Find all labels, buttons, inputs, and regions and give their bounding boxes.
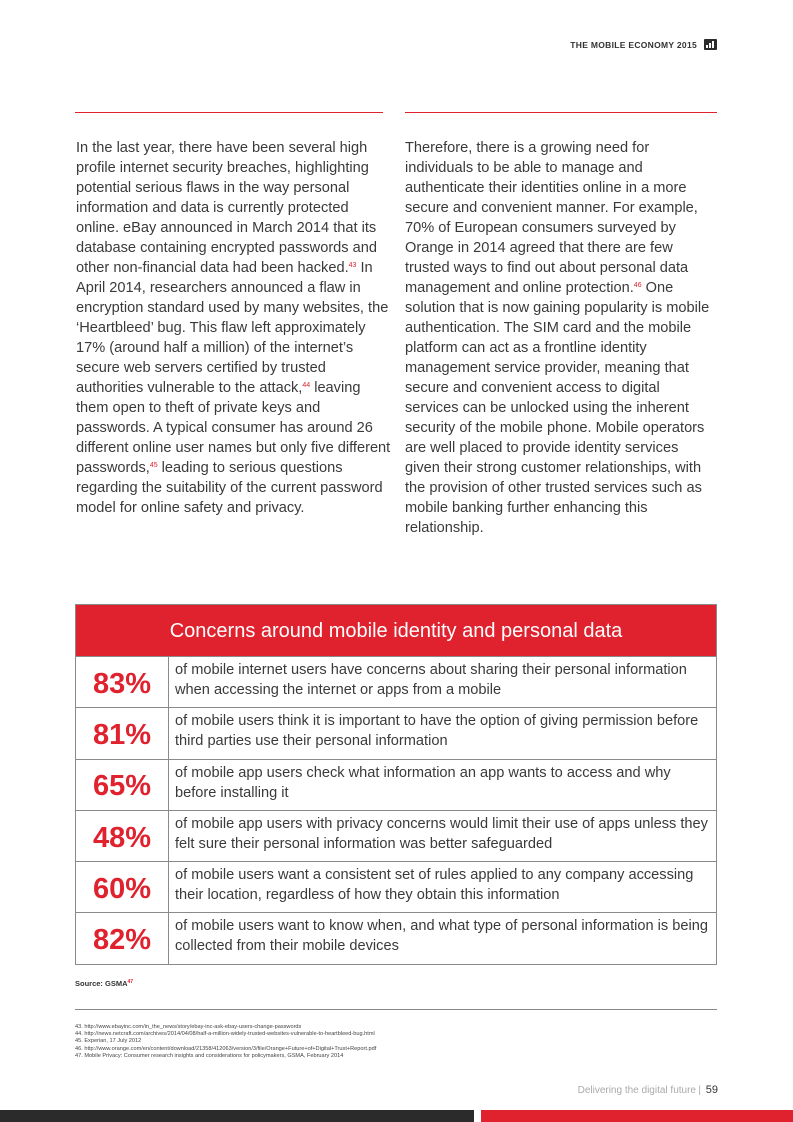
- publication-title: THE MOBILE ECONOMY 2015: [570, 40, 697, 50]
- footer-bar-dark: [0, 1110, 474, 1122]
- left-column-rule: [75, 112, 383, 113]
- footnote-ref[interactable]: 43: [348, 262, 357, 269]
- footnote-item[interactable]: 46. http://www.orange.com/en/content/download/21358/412063/version/3/file/Orange+Future+of+Digital+Trust+Report.pdf: [75, 1045, 377, 1052]
- stat-description: of mobile app users with privacy concerns would limit their use of apps unless they felt sure their personal information was better safeguarded: [175, 815, 708, 852]
- table-row: [76, 861, 716, 912]
- concerns-table: [75, 604, 717, 965]
- footnote-item: 47. Mobile Privacy: Consumer research insights and considerations for policymakers, GSMA, February 2014: [75, 1052, 344, 1059]
- stat-percent: 60%: [76, 862, 169, 912]
- footer-tagline: Delivering the digital future: [577, 1085, 696, 1096]
- stat-description: of mobile internet users have concerns about sharing their personal information when accessing the internet or apps from a mobile: [175, 662, 687, 698]
- footnote-divider: [75, 1009, 717, 1010]
- footnote-ref[interactable]: 45: [149, 462, 158, 469]
- footer-separator: |: [698, 1085, 701, 1096]
- footnote-ref[interactable]: 46: [633, 282, 642, 289]
- footnote-ref[interactable]: 47: [127, 979, 134, 985]
- concerns-table-title: Concerns around mobile identity and personal data: [76, 605, 716, 656]
- table-row: [76, 656, 716, 707]
- table-row: [76, 707, 716, 758]
- right-column-paragraph: Therefore, there is a growing need for individuals to be able to manage and authenticate their identities online in a more secure and convenient manner. For example, 70% of European consumers surveyed by Orange in 2014 agreed that there are few trusted ways to find out about personal data management and online protection.$^{46}$ One solution that is now gaining popularity is mobile authentication. The SIM card and the mobile platform can act as a frontline identity management service provider, meaning that secure and convenient access to digital services can be unlocked using the inherent security of the mobile phone. Mobile operators are well placed to provide identity services given their strong customer relationships, with the provision of other trusted services such as mobile banking further enhancing this relationship.: [405, 140, 710, 536]
- page-number: 59: [705, 1084, 718, 1096]
- stat-description: of mobile app users check what information an app wants to access and why before installing it: [175, 764, 671, 801]
- stat-description: of mobile users want a consistent set of rules applied to any company accessing their location, regardless of how they obtain this information: [175, 867, 694, 904]
- stat-percent: 82%: [76, 913, 169, 963]
- stat-percent: 81%: [76, 708, 169, 758]
- footnote-ref[interactable]: 44: [302, 382, 311, 389]
- right-column-rule: [405, 112, 717, 113]
- footnotes-list: [75, 1024, 717, 1060]
- stat-description: of mobile users want to know when, and what type of personal information is being collected from their mobile devices: [175, 918, 708, 955]
- bar-chart-icon: [704, 39, 717, 50]
- footnote-item[interactable]: 43. http://www.ebayinc.com/in_the_news/story/ebay-inc-ask-ebay-users-change-passwords: [75, 1024, 302, 1030]
- stat-description: of mobile users think it is important to have the option of giving permission before third parties use their personal information: [175, 713, 699, 750]
- source-note: Source: GSMA$^{47}$: [75, 979, 134, 988]
- footnote-item[interactable]: 44. http://news.netcraft.com/archives/2014/04/08/half-a-million-widely-trusted-websites-vulnerable-to-heartbleed-bug.html: [75, 1031, 375, 1038]
- footer-bar-red: [481, 1110, 793, 1122]
- right-column: [405, 138, 715, 538]
- stat-percent: 48%: [76, 811, 169, 861]
- table-row: [76, 810, 716, 861]
- stat-percent: 83%: [76, 657, 169, 707]
- stat-percent: 65%: [76, 760, 169, 810]
- left-column: [76, 138, 392, 518]
- left-column-paragraph: In the last year, there have been several high profile internet security breaches, highlighting potential serious flaws in the way personal information and data is currently protected online. eBay announced in March 2014 that its database containing encrypted passwords and other non-financial data had been hacked.$^{43}$ In April 2014, researchers announced a flaw in encryption standard used by many websites, the ‘Heartbleed’ bug. This flaw left approximately 17% (around half a million) of the internet’s secure web servers certified by trusted authorities vulnerable to the attack,$^{44}$ leaving them open to theft of private keys and passwords. A typical consumer has around 26 different online user names but only five different passwords,$^{45}$ leading to serious questions regarding the suitability of the current password model for online safety and privacy.: [76, 140, 391, 516]
- table-row: [76, 912, 716, 963]
- footnote-item: 45. Experian, 17 July 2012: [75, 1038, 142, 1045]
- table-row: [76, 759, 716, 810]
